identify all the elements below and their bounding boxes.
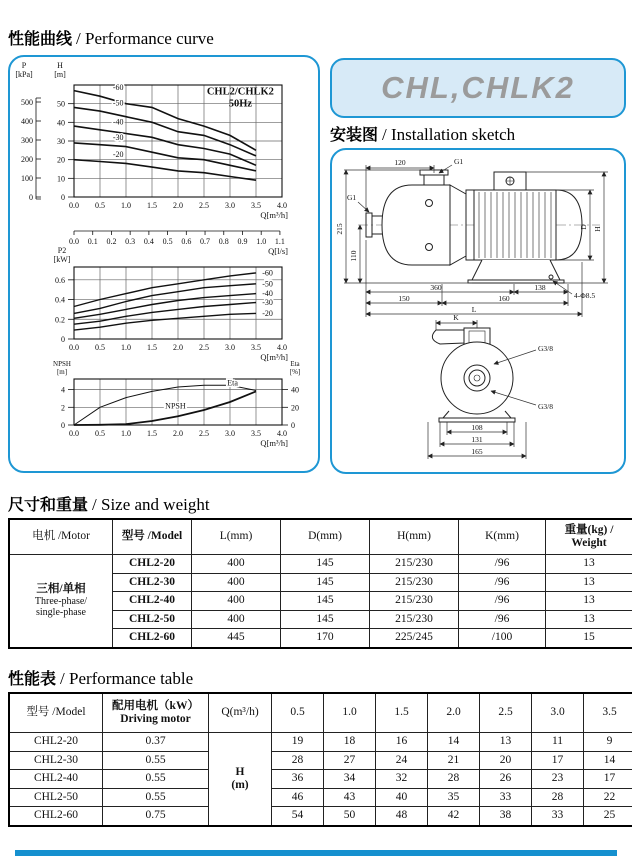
performance-table-header: 3.0	[532, 693, 584, 733]
P-axis-label: [kPa]	[15, 70, 33, 79]
ls-tick-label: 0.7	[200, 237, 211, 246]
head-value-cell: 24	[376, 751, 428, 770]
head-value-cell: 50	[324, 807, 376, 826]
motor-group-en: Three-phase/	[34, 595, 88, 607]
dim-L: L	[471, 305, 477, 314]
head-value-cell: 43	[324, 788, 376, 807]
model-cell: CHL2-30	[113, 573, 192, 592]
L-cell: 400	[192, 573, 281, 592]
head-value-cell: 38	[480, 807, 532, 826]
H-tick-label: 20	[57, 155, 65, 165]
performance-table-heading-zh: 性能表	[8, 671, 57, 688]
curve-label: -60	[262, 268, 273, 278]
P-tick-label: 400	[21, 117, 33, 126]
motor-kw-cell: 0.37	[103, 733, 209, 752]
model-cell: CHL2-40	[9, 770, 103, 789]
head-value-cell: 33	[480, 788, 532, 807]
head-value-cell: 22	[584, 788, 632, 807]
dim-g38-bottom: G3/8	[538, 402, 553, 411]
K-cell: /96	[459, 610, 546, 629]
installation-sketch-box	[330, 148, 626, 474]
head-value-cell: 27	[324, 751, 376, 770]
curve-label: -40	[262, 289, 273, 299]
head-value-cell: 54	[272, 807, 324, 826]
P-tick-label: 300	[21, 136, 33, 145]
P2-tick-label: 0.2	[55, 315, 65, 325]
Eta-axis-label: [%]	[289, 368, 301, 376]
P2-tick-label: 0.6	[55, 275, 65, 285]
ls-tick-label: 0.8	[218, 237, 229, 246]
performance-table-header: 1.0	[324, 693, 376, 733]
curve-label: -30	[262, 298, 273, 308]
performance-table-header: 型号 /Model	[9, 693, 103, 733]
motor-group-en: single-phase	[36, 607, 86, 619]
NPSH-axis-label: NPSH	[53, 360, 71, 368]
head-value-cell: 34	[324, 770, 376, 789]
H-tick-label: 0	[61, 193, 65, 202]
x-tick-label: 4.0	[277, 201, 287, 210]
ls-tick-label: 0.9	[237, 237, 248, 246]
size-table-header: 电机 /Motor	[9, 519, 113, 555]
model-title-box	[330, 58, 626, 118]
dim-120: 120	[394, 158, 406, 167]
size-table-header: L(mm)	[192, 519, 281, 555]
side-view-dim-labels	[335, 157, 602, 314]
curve	[74, 160, 256, 181]
chart-subtitle: 50Hz	[228, 98, 253, 110]
dim-K: K	[453, 313, 459, 322]
motor-kw-cell: 0.55	[103, 770, 209, 789]
dim-g1-top: G1	[454, 157, 464, 166]
performance-table-header: 1.5	[376, 693, 428, 733]
H-cell: 215/230	[370, 573, 459, 592]
curve	[74, 273, 256, 307]
Eta-tick-label: 0	[291, 421, 295, 430]
dim-D: D	[579, 224, 588, 230]
x-tick-label: 0.5	[95, 201, 105, 210]
x-tick-label: 0.5	[95, 429, 105, 438]
performance-table-header: 2.0	[428, 693, 480, 733]
performance-curve-chart	[10, 57, 314, 467]
size-table-header: H(mm)	[370, 519, 459, 555]
curve-label: -20	[112, 149, 124, 159]
x-tick-label: 1.0	[121, 343, 131, 352]
dim-g38-top: G3/8	[538, 344, 553, 353]
installation-heading-zh: 安装图	[330, 127, 379, 144]
x-tick-label: 0.5	[95, 343, 105, 352]
head-value-cell: 40	[376, 788, 428, 807]
ls-tick-label: 0.3	[125, 237, 136, 246]
curve-label: NPSH	[165, 401, 186, 411]
installation-heading	[330, 122, 515, 145]
model-cell: CHL2-50	[113, 610, 192, 629]
dim-g1-side: G1	[347, 193, 357, 202]
head-value-cell: 9	[584, 733, 632, 752]
x-tick-label: 2.5	[199, 429, 209, 438]
head-value-cell: 32	[376, 770, 428, 789]
x-tick-label: 1.0	[121, 429, 131, 438]
NPSH-axis-label: [m]	[56, 368, 68, 376]
x-tick-label: 2.0	[173, 201, 183, 210]
Eta-tick-label: 40	[291, 385, 299, 395]
K-cell: /96	[459, 555, 546, 574]
ls-tick-label: 0.5	[162, 237, 173, 246]
L-cell: 400	[192, 555, 281, 574]
weight-cell: 13	[546, 573, 632, 592]
performance-curve-heading-zh: 性能曲线	[8, 31, 73, 48]
head-value-cell: 26	[480, 770, 532, 789]
ls-tick-label: 0.6	[181, 237, 192, 246]
motor-group-zh: 三相/单相	[36, 582, 86, 595]
performance-table	[8, 692, 632, 827]
x-tick-label: 2.5	[199, 201, 209, 210]
pump-side-view	[358, 170, 600, 283]
x-axis-unit: Q[m³/h]	[260, 352, 288, 362]
curve-label: -50	[112, 98, 124, 108]
head-value-cell: 14	[428, 733, 480, 752]
L-cell: 445	[192, 629, 281, 648]
Eta-axis-label: Eta	[290, 360, 300, 368]
K-cell: /100	[459, 629, 546, 648]
size-weight-heading	[8, 492, 210, 515]
K-cell: /96	[459, 573, 546, 592]
size-weight-heading-en: / Size and weight	[92, 495, 210, 514]
dim-138: 138	[534, 283, 546, 292]
performance-table-header: 3.5	[584, 693, 632, 733]
curve-label: -40	[112, 117, 124, 127]
NPSH-tick-label: 4	[61, 385, 65, 395]
head-value-cell: 23	[532, 770, 584, 789]
NPSH-tick-label: 2	[61, 403, 65, 413]
model-cell: CHL2-60	[113, 629, 192, 648]
x-axis-unit: Q[m³/h]	[260, 210, 288, 220]
x-tick-label: 0.0	[69, 343, 79, 352]
size-weight-heading-zh: 尺寸和重量	[8, 497, 89, 514]
head-value-cell: 33	[532, 807, 584, 826]
H-tick-label: 30	[57, 137, 65, 146]
size-table-header: K(mm)	[459, 519, 546, 555]
head-value-cell: 21	[428, 751, 480, 770]
P-tick-label: 200	[21, 155, 33, 164]
installation-sketch-drawing	[332, 150, 620, 468]
x-tick-label: 2.5	[199, 343, 209, 352]
installation-heading-en: / Installation sketch	[382, 125, 516, 144]
size-table-header: 重量(kg) / Weight	[546, 519, 632, 555]
dim-160: 160	[498, 294, 510, 303]
ls-tick-label: 0.4	[143, 237, 154, 246]
dim-H: H	[593, 226, 602, 232]
chart-title: CHL2/CHLK2	[206, 86, 274, 98]
head-value-cell: 11	[532, 733, 584, 752]
x-tick-label: 3.5	[251, 343, 261, 352]
NPSH-tick-label: 0	[61, 421, 65, 430]
head-value-cell: 17	[532, 751, 584, 770]
curve	[74, 143, 256, 171]
x-tick-label: 3.0	[225, 343, 235, 352]
model-cell: CHL2-20	[113, 555, 192, 574]
x-tick-label: 0.0	[69, 429, 79, 438]
ls-tick-label: 1.0	[256, 237, 267, 246]
size-weight-table	[8, 518, 632, 649]
x-tick-label: 1.5	[147, 343, 157, 352]
performance-table-header: Q(m³/h)	[209, 693, 272, 733]
model-cell: CHL2-60	[9, 807, 103, 826]
head-unit-cell: H (m)	[209, 733, 272, 826]
H-tick-label: 50	[57, 99, 65, 109]
curve-label: Eta	[227, 378, 238, 388]
x-tick-label: 3.0	[225, 201, 235, 210]
Eta-tick-label: 20	[291, 403, 299, 413]
weight-cell: 13	[546, 592, 632, 611]
H-tick-label: 10	[57, 174, 65, 184]
performance-curve-heading-en: / Performance curve	[76, 29, 214, 48]
P2-axis-label: [kW]	[53, 255, 71, 264]
P-axis-label: P	[21, 61, 27, 70]
x-tick-label: 1.5	[147, 429, 157, 438]
ls-tick-label: 0.1	[87, 237, 98, 246]
K-cell: /96	[459, 592, 546, 611]
dim-131: 131	[471, 435, 483, 444]
head-value-cell: 46	[272, 788, 324, 807]
D-cell: 145	[281, 592, 370, 611]
D-cell: 145	[281, 555, 370, 574]
x-tick-label: 4.0	[277, 429, 287, 438]
head-value-cell: 16	[376, 733, 428, 752]
head-value-cell: 25	[584, 807, 632, 826]
P2-axis-label: P2	[57, 246, 67, 255]
head-value-cell: 28	[272, 751, 324, 770]
performance-table-header: 2.5	[480, 693, 532, 733]
H-axis-label: H	[57, 61, 63, 70]
H-cell: 215/230	[370, 610, 459, 629]
x-tick-label: 1.5	[147, 201, 157, 210]
head-value-cell: 28	[428, 770, 480, 789]
curve-label: -60	[112, 82, 124, 92]
head-value-cell: 19	[272, 733, 324, 752]
head-value-cell: 35	[428, 788, 480, 807]
x-tick-label: 3.5	[251, 429, 261, 438]
size-table-header: 型号 /Model	[113, 519, 192, 555]
curve	[74, 313, 256, 330]
pump-front-view	[432, 328, 515, 422]
performance-table-heading	[8, 666, 193, 689]
model-cell: CHL2-30	[9, 751, 103, 770]
dim-360: 360	[430, 283, 442, 292]
model-cell: CHL2-40	[113, 592, 192, 611]
dim-108: 108	[471, 423, 483, 432]
P2-tick-label: 0	[61, 335, 65, 344]
head-value-cell: 13	[480, 733, 532, 752]
performance-curve-box	[8, 55, 320, 473]
motor-kw-cell: 0.55	[103, 751, 209, 770]
ls-tick-label: 0.2	[106, 237, 117, 246]
performance-table-header: 0.5	[272, 693, 324, 733]
head-value-cell: 20	[480, 751, 532, 770]
P2-tick-label: 0.4	[55, 295, 65, 305]
ls-tick-label: 0.0	[69, 237, 79, 246]
P-tick-label: 500	[21, 98, 33, 107]
head-value-cell: 28	[532, 788, 584, 807]
dim-150: 150	[398, 294, 410, 303]
x-tick-label: 0.0	[69, 201, 79, 210]
bottom-accent-bar	[15, 850, 617, 856]
H-cell: 225/245	[370, 629, 459, 648]
x-tick-label: 4.0	[277, 343, 287, 352]
x-tick-label: 3.0	[225, 429, 235, 438]
H-axis-label: [m]	[54, 70, 66, 79]
L-cell: 400	[192, 592, 281, 611]
x-tick-label: 2.0	[173, 429, 183, 438]
size-table-header: D(mm)	[281, 519, 370, 555]
dim-165: 165	[471, 447, 483, 456]
P-tick-label: 100	[21, 174, 33, 183]
ls-tick-label: 1.1	[274, 237, 285, 246]
performance-curve-heading	[8, 26, 214, 49]
dim-110: 110	[349, 250, 358, 262]
x-tick-label: 1.0	[121, 201, 131, 210]
dim-mounting-holes: 4-Φ8.5	[574, 291, 596, 300]
H-tick-label: 40	[57, 118, 65, 128]
ls-axis-unit: Q[l/s]	[268, 246, 288, 256]
curve	[74, 107, 256, 155]
performance-table-heading-en: / Performance table	[60, 669, 194, 688]
model-cell: CHL2-20	[9, 733, 103, 752]
D-cell: 145	[281, 573, 370, 592]
curve-label: -50	[262, 279, 273, 289]
H-cell: 215/230	[370, 592, 459, 611]
head-value-cell: 42	[428, 807, 480, 826]
motor-group-cell	[9, 555, 113, 648]
model-title: CHL,CHLK2	[381, 70, 575, 105]
head-value-cell: 17	[584, 770, 632, 789]
motor-kw-cell: 0.75	[103, 807, 209, 826]
x-tick-label: 3.5	[251, 201, 261, 210]
head-value-cell: 14	[584, 751, 632, 770]
model-cell: CHL2-50	[9, 788, 103, 807]
P-tick-label: 0	[29, 193, 33, 202]
head-value-cell: 36	[272, 770, 324, 789]
x-axis-unit: Q[m³/h]	[260, 438, 288, 448]
performance-table-header: 配用电机（kW） Driving motor	[103, 693, 209, 733]
D-cell: 170	[281, 629, 370, 648]
weight-cell: 13	[546, 555, 632, 574]
weight-cell: 13	[546, 610, 632, 629]
weight-cell: 15	[546, 629, 632, 648]
motor-kw-cell: 0.55	[103, 788, 209, 807]
head-value-cell: 18	[324, 733, 376, 752]
D-cell: 145	[281, 610, 370, 629]
x-tick-label: 2.0	[173, 343, 183, 352]
H-cell: 215/230	[370, 555, 459, 574]
L-cell: 400	[192, 610, 281, 629]
head-value-cell: 48	[376, 807, 428, 826]
curve-label: -20	[262, 308, 273, 318]
dim-215: 215	[335, 223, 344, 235]
curve-label: -30	[112, 133, 124, 143]
